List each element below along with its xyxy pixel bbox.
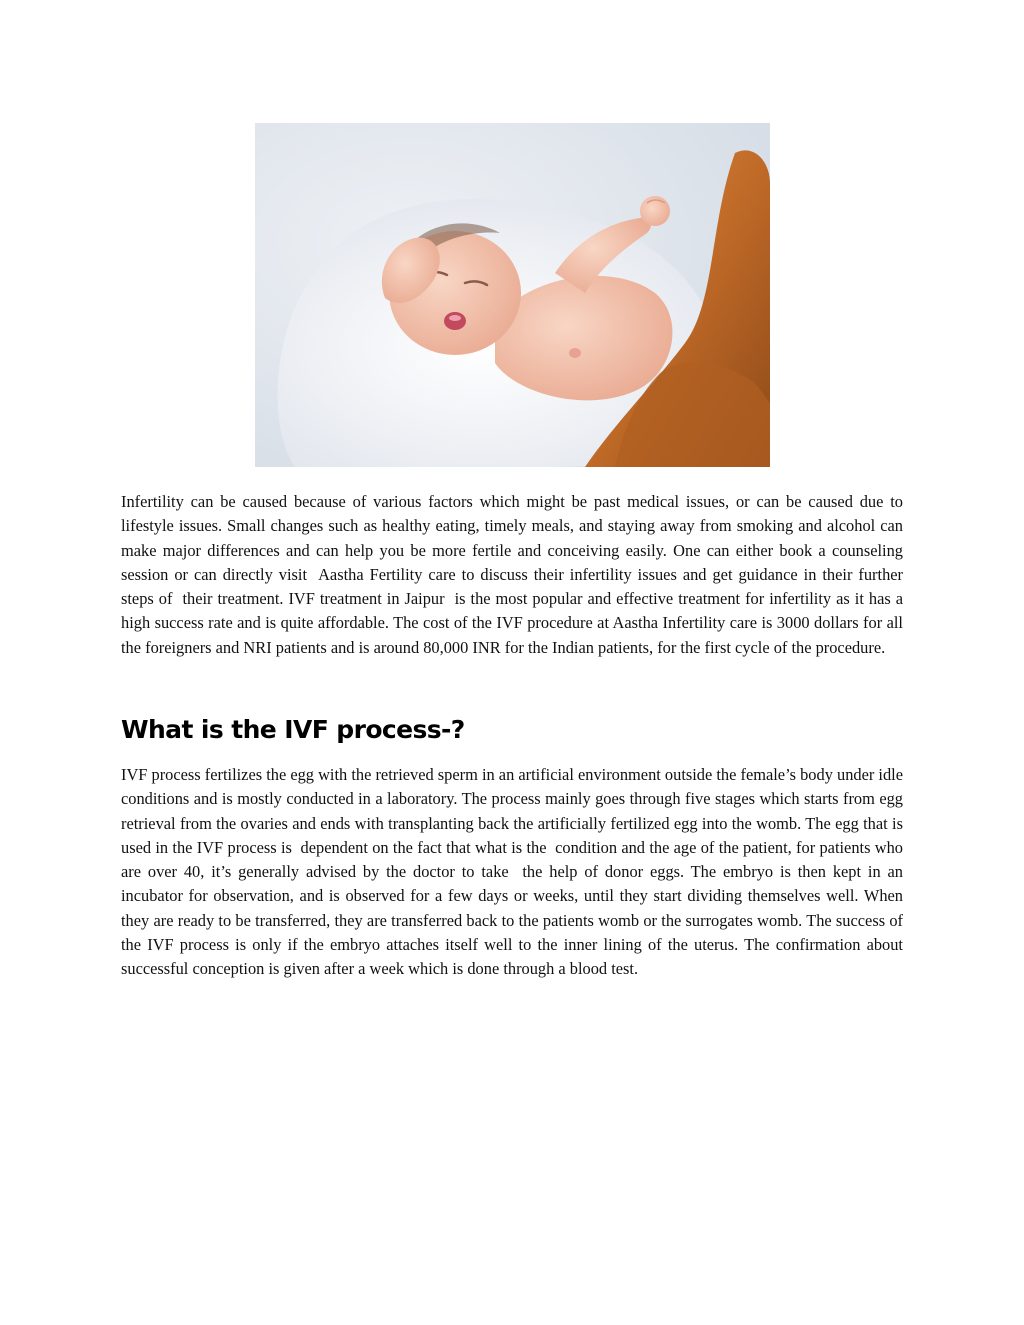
intro-paragraph: Infertility can be caused because of various factors which might be past medical issues, or can be caused due to lifestyle issues. Small changes such as healthy eating, timely meals, and staying away from smoking and alcohol can make major differences and can help you be more fertile and conceiving easily. One can either book a counseling session or can directly visit Aastha Fertility care to discuss their infertility issues and get guidance in their further steps of their treatment. IVF treatment in Jaipur is the most popular and effective treatment for infertility as it has a high success rate and is quite affordable. The cost of the IVF procedure at Aastha Infertility care is 3000 dollars for all the foreigners and NRI patients and is around 80,000 INR for the Indian patients, for the first cycle of the procedure. [121,492,908,657]
newborn-baby-photo [255,123,770,467]
section-paragraph: IVF process fertilizes the egg with the retrieved sperm in an artificial environment outside the female’s body under idle conditions and is mostly conducted in a laboratory. The process mainly goes through five stages which starts from egg retrieval from the ovaries and ends with transplanting back the artificially fertilized egg into the womb. The egg that is used in the IVF process is dependent on the fact that what is the condition and the age of the patient, for patients who are over 40, it’s generally advised by the doctor to take the help of donor eggs. The embryo is then kept in an incubator for observation, and is observed for a few days or weeks, until they start dividing themselves well. When they are ready to be transferred, they are transferred back to the patients womb or the surrogates womb. The success of the IVF process is only if the embryo attaches itself well to the inner lining of the uterus. The confirmation about successful conception is given after a week which is done through a blood test. [121,765,908,979]
newborn-baby-illustration [255,123,770,467]
section-heading: What is the IVF process-? [121,715,465,744]
